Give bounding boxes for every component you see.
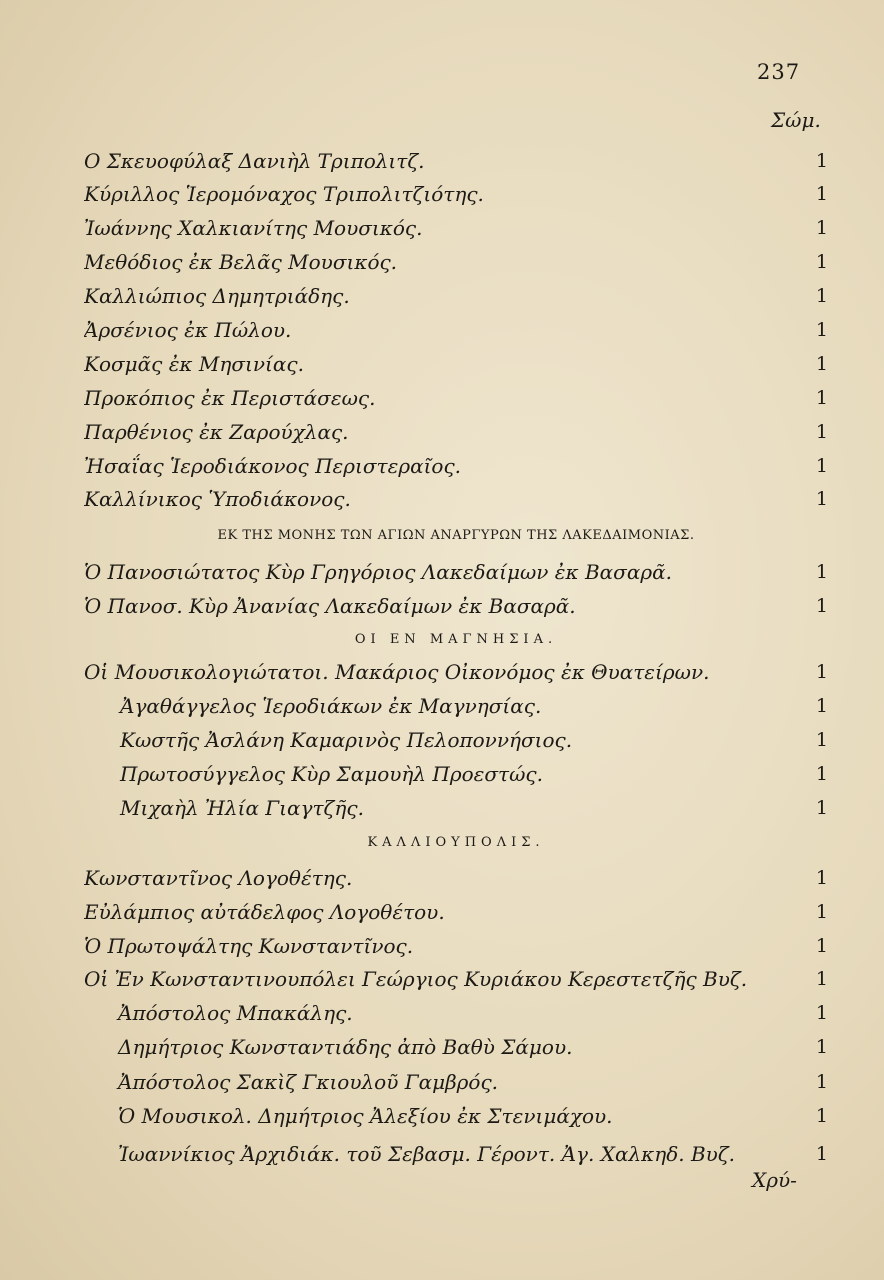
copies-count: 1 — [815, 661, 828, 683]
copies-count: 1 — [815, 935, 828, 957]
copies-count: 1 — [815, 729, 828, 751]
subscriber-name: Ἰωαννίκιος Ἀρχιδιάκ. τοῦ Σεβασμ. Γέροντ. Ἀγ. Χαλκηδ. Βυζ. — [118, 1142, 736, 1166]
column-header-copies: Σώμ. — [771, 108, 821, 132]
subscriber-name: Ὁ Πανοσιώτατος Κὺρ Γρηγόριος Λακεδαίμων ἐκ Βασαρᾶ. — [84, 560, 672, 584]
subscriber-name: Μιχαὴλ Ἠλία Γιαγτζῆς. — [120, 796, 364, 820]
copies-count: 1 — [815, 763, 828, 785]
section-heading-monastery: ΕΚ ΤΗΣ ΜΟΝΗΣ ΤΩΝ ΑΓΙΩΝ ΑΝΑΡΓΥΡΩΝ ΤΗΣ ΛΑΚΕΔΑΙΜΟΝΙΑΣ. — [217, 527, 695, 543]
copies-count: 1 — [815, 561, 828, 583]
subscriber-name: Μεθόδιος ἐκ Βελᾶς Μουσικός. — [84, 250, 398, 274]
copies-count: 1 — [815, 217, 828, 239]
catchword: Χρύ- — [752, 1168, 797, 1192]
list-item — [84, 382, 828, 414]
list-item — [84, 930, 828, 962]
subscriber-name: Καλλίνικος Ὑποδιάκονος. — [84, 487, 351, 511]
list-item — [84, 1100, 828, 1132]
copies-count: 1 — [815, 285, 828, 307]
list-item — [84, 483, 828, 515]
copies-count: 1 — [815, 1036, 828, 1058]
subscriber-name: Κύριλλος Ἱερομόναχος Τριπολιτζιότης. — [84, 182, 484, 206]
list-item — [84, 963, 828, 995]
list-item — [84, 416, 828, 448]
copies-count: 1 — [815, 251, 828, 273]
copies-count: 1 — [815, 1143, 828, 1165]
subscriber-name: Ὁ Μουσικολ. Δημήτριος Ἀλεξίου ἐκ Στενιμάχου. — [118, 1104, 613, 1128]
list-item — [84, 145, 828, 177]
subscriber-name: Ἀρσένιος ἐκ Πώλου. — [84, 318, 292, 342]
list-item — [84, 862, 828, 894]
list-item — [84, 724, 828, 756]
copies-count: 1 — [815, 150, 828, 172]
list-item — [84, 178, 828, 210]
list-item — [84, 450, 828, 482]
copies-count: 1 — [815, 488, 828, 510]
copies-count: 1 — [815, 319, 828, 341]
list-item — [84, 348, 828, 380]
page-number: 237 — [757, 60, 801, 84]
subscriber-name: Κοσμᾶς ἐκ Μησινίας. — [84, 352, 304, 376]
copies-count: 1 — [815, 797, 828, 819]
copies-count: 1 — [815, 387, 828, 409]
list-item — [84, 997, 828, 1029]
subscriber-name: Πρωτοσύγγελος Κὺρ Σαμουὴλ Προεστώς. — [120, 762, 543, 786]
subscriber-name: Ο Σκευοφύλαξ Δανιὴλ Τριπολιτζ. — [84, 149, 425, 173]
copies-count: 1 — [815, 421, 828, 443]
copies-count: 1 — [815, 695, 828, 717]
copies-count: 1 — [815, 353, 828, 375]
copies-count: 1 — [815, 455, 828, 477]
list-item — [84, 246, 828, 278]
subscriber-name: Προκόπιος ἐκ Περιστάσεως. — [84, 386, 376, 410]
subscriber-name: Ὁ Πρωτοψάλτης Κωνσταντῖνος. — [84, 934, 414, 958]
copies-count: 1 — [815, 901, 828, 923]
subscriber-name: Ὁ Πανοσ. Κὺρ Ἀνανίας Λακεδαίμων ἐκ Βασαρᾶ. — [84, 594, 576, 618]
copies-count: 1 — [815, 183, 828, 205]
subscriber-name: Κωστῆς Ἀσλάνη Καμαρινὸς Πελοποννήσιος. — [120, 728, 573, 752]
subscriber-name: Ἰωάννης Χαλκιανίτης Μουσικός. — [84, 216, 423, 240]
list-item — [84, 590, 828, 622]
subscriber-name: Ἀγαθάγγελος Ἱεροδιάκων ἐκ Μαγνησίας. — [120, 694, 542, 718]
subscriber-name: Ἀπόστολος Σακὶζ Γκιουλοῦ Γαμβρός. — [118, 1070, 499, 1094]
copies-count: 1 — [815, 867, 828, 889]
subscriber-name: Παρθένιος ἐκ Ζαρούχλας. — [84, 420, 349, 444]
list-item — [84, 280, 828, 312]
list-item — [84, 1066, 828, 1098]
subscriber-name: Οἱ Μουσικολογιώτατοι. Μακάριος Οἰκονόμος ἐκ Θυατείρων. — [84, 660, 710, 684]
subscriber-name: Καλλιώπιος Δημητριάδης. — [84, 284, 350, 308]
list-item — [84, 314, 828, 346]
subscriber-name: Κωνσταντῖνος Λογοθέτης. — [84, 866, 353, 890]
list-item — [84, 792, 828, 824]
copies-count: 1 — [815, 968, 828, 990]
section-heading-kalliupolis: ΚΑΛΛΙΟΥΠΟΛΙΣ. — [367, 834, 545, 850]
subscriber-name: Οἱ Ἐν Κωνσταντινουπόλει Γεώργιος Κυριάκου Κερεστετζῆς Βυζ. — [84, 967, 748, 991]
subscriber-name: Δημήτριος Κωνσταντιάδης ἀπὸ Βαθὺ Σάμου. — [118, 1035, 573, 1059]
subscriber-name: Ἠσαΐας Ἱεροδιάκονος Περιστεραῖος. — [84, 454, 462, 478]
list-item — [84, 896, 828, 928]
list-item — [84, 1031, 828, 1063]
copies-count: 1 — [815, 1071, 828, 1093]
list-item — [84, 656, 828, 688]
subscriber-name: Εὐλάμπιος αὐτάδελφος Λογοθέτου. — [84, 900, 445, 924]
section-heading-magnesia: ΟΙ ΕΝ ΜΑΓΝΗΣΙΑ. — [354, 631, 558, 647]
list-item — [84, 758, 828, 790]
copies-count: 1 — [815, 1105, 828, 1127]
list-item — [84, 556, 828, 588]
subscriber-name: Ἀπόστολος Μπακάλης. — [118, 1001, 353, 1025]
list-item — [84, 690, 828, 722]
list-item — [84, 212, 828, 244]
list-item — [84, 1138, 828, 1170]
copies-count: 1 — [815, 595, 828, 617]
copies-count: 1 — [815, 1002, 828, 1024]
